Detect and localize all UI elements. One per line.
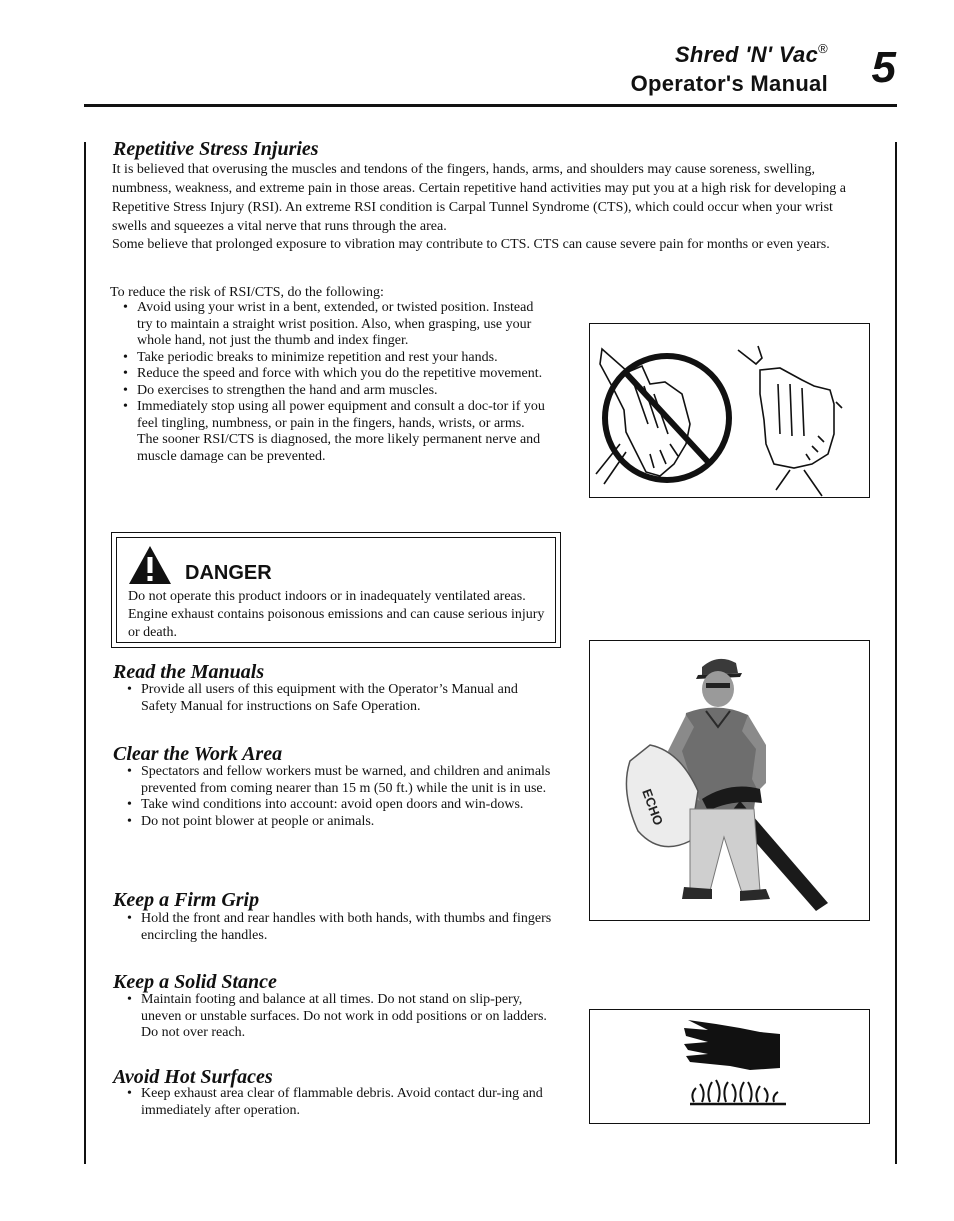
manual-title-line1: [631, 34, 828, 69]
firm-grip-heading: Keep a Firm Grip: [113, 889, 260, 911]
left-margin-rule: [84, 142, 86, 1164]
wrist-position-illustration: [589, 323, 870, 498]
hand-over-heat-icon: [590, 1010, 871, 1125]
list-item: • Provide all users of this equipment with the Operator’s Manual and Safety Manual for instructions on Safe Operation.: [113, 682, 553, 715]
list-item: • Take periodic breaks to minimize repetition and rest your hands.: [109, 350, 549, 367]
rsi-bullet-list: [109, 300, 549, 465]
bag-logo-text: ECHO: [639, 786, 667, 828]
hot-surfaces-list: [113, 1086, 553, 1119]
product-name: Shred 'N' Vac: [674, 42, 819, 67]
list-item: • Hold the front and rear handles with both hands, with thumbs and fingers encircling the handles.: [113, 911, 553, 944]
list-item: • Spectators and fellow workers must be warned, and children and animals prevented from coming nearer than 15 m (50 ft.) while the unit is in use.: [113, 764, 553, 797]
clear-work-area-list: [113, 764, 553, 830]
read-manuals-heading: Read the Manuals: [113, 661, 265, 683]
list-item: • Take wind conditions into account: avoid open doors and win-dows.: [113, 797, 553, 814]
list-item: • Avoid using your wrist in a bent, extended, or twisted position. Instead try to maintain a straight wrist position. Also, when grasping, use your whole hand, not just the thumb and index finger.: [109, 300, 549, 350]
right-margin-rule: [895, 142, 897, 1164]
clear-work-area-heading: Clear the Work Area: [113, 743, 283, 765]
danger-text: Do not operate this product indoors or in inadequately ventilated areas. Engine exhaust contains poisonous emissions and can cause serious injury or death.: [128, 589, 545, 640]
header-rule: [84, 104, 897, 107]
wrist-position-drawing: [590, 324, 871, 499]
rsi-paragraph-2: Some believe that prolonged exposure to vibration may contribute to CTS. CTS can cause severe pain for months or even years.: [112, 237, 830, 252]
rsi-heading: Repetitive Stress Injuries: [113, 138, 319, 160]
list-item: • Do not point blower at people or animals.: [113, 814, 553, 831]
solid-stance-list: [113, 992, 553, 1042]
read-manuals-list: [113, 682, 553, 715]
list-item: • Immediately stop using all power equipment and consult a doc-tor if you feel tingling, numbness, or pain in the fingers, hands, wrists, or arms. The sooner RSI/CTS is diagnosed, the more likely permanent nerve and muscle damage can be prevented.: [109, 399, 549, 465]
danger-label: DANGER: [185, 562, 272, 584]
rsi-paragraph-1: It is believed that overusing the muscles and tendons of the fingers, hands, arms, and shoulders may cause soreness, swelling, numbness, weakness, and extreme pain in those areas. Certain repetitive hand activities may put you at a high risk for developing a Repetitive Stress Injury (RSI). An extreme RSI condition is Carpal Tunnel Syndrome (CTS), which could occur when your wrist swells and squeezes a vital nerve that runs through the area.: [112, 162, 847, 234]
warning-triangle-icon: [127, 544, 173, 586]
hot-surface-illustration: [589, 1009, 870, 1124]
list-item: • Reduce the speed and force with which you do the repetitive movement.: [109, 366, 549, 383]
hot-surfaces-heading: Avoid Hot Surfaces: [113, 1066, 273, 1088]
danger-notice-inner: [116, 537, 556, 643]
operator-with-blower-drawing: [590, 641, 871, 922]
operator-photo: [589, 640, 870, 921]
registered-mark: ®: [818, 41, 828, 56]
manual-title: [631, 34, 828, 98]
list-item: • Maintain footing and balance at all times. Do not stand on slip-pery, uneven or unstable surfaces. Do not work in odd positions or on ladders. Do not over reach.: [113, 992, 553, 1042]
firm-grip-list: [113, 911, 553, 944]
rsi-intro: To reduce the risk of RSI/CTS, do the following:: [110, 285, 384, 300]
page-number: 5: [871, 43, 896, 92]
list-item: • Keep exhaust area clear of flammable debris. Avoid contact dur-ing and immediately after operation.: [113, 1086, 553, 1119]
solid-stance-heading: Keep a Solid Stance: [113, 971, 277, 993]
manual-title-line2: Operator's Manual: [630, 71, 828, 96]
danger-notice: [111, 532, 561, 648]
list-item: • Do exercises to strengthen the hand and arm muscles.: [109, 383, 549, 400]
